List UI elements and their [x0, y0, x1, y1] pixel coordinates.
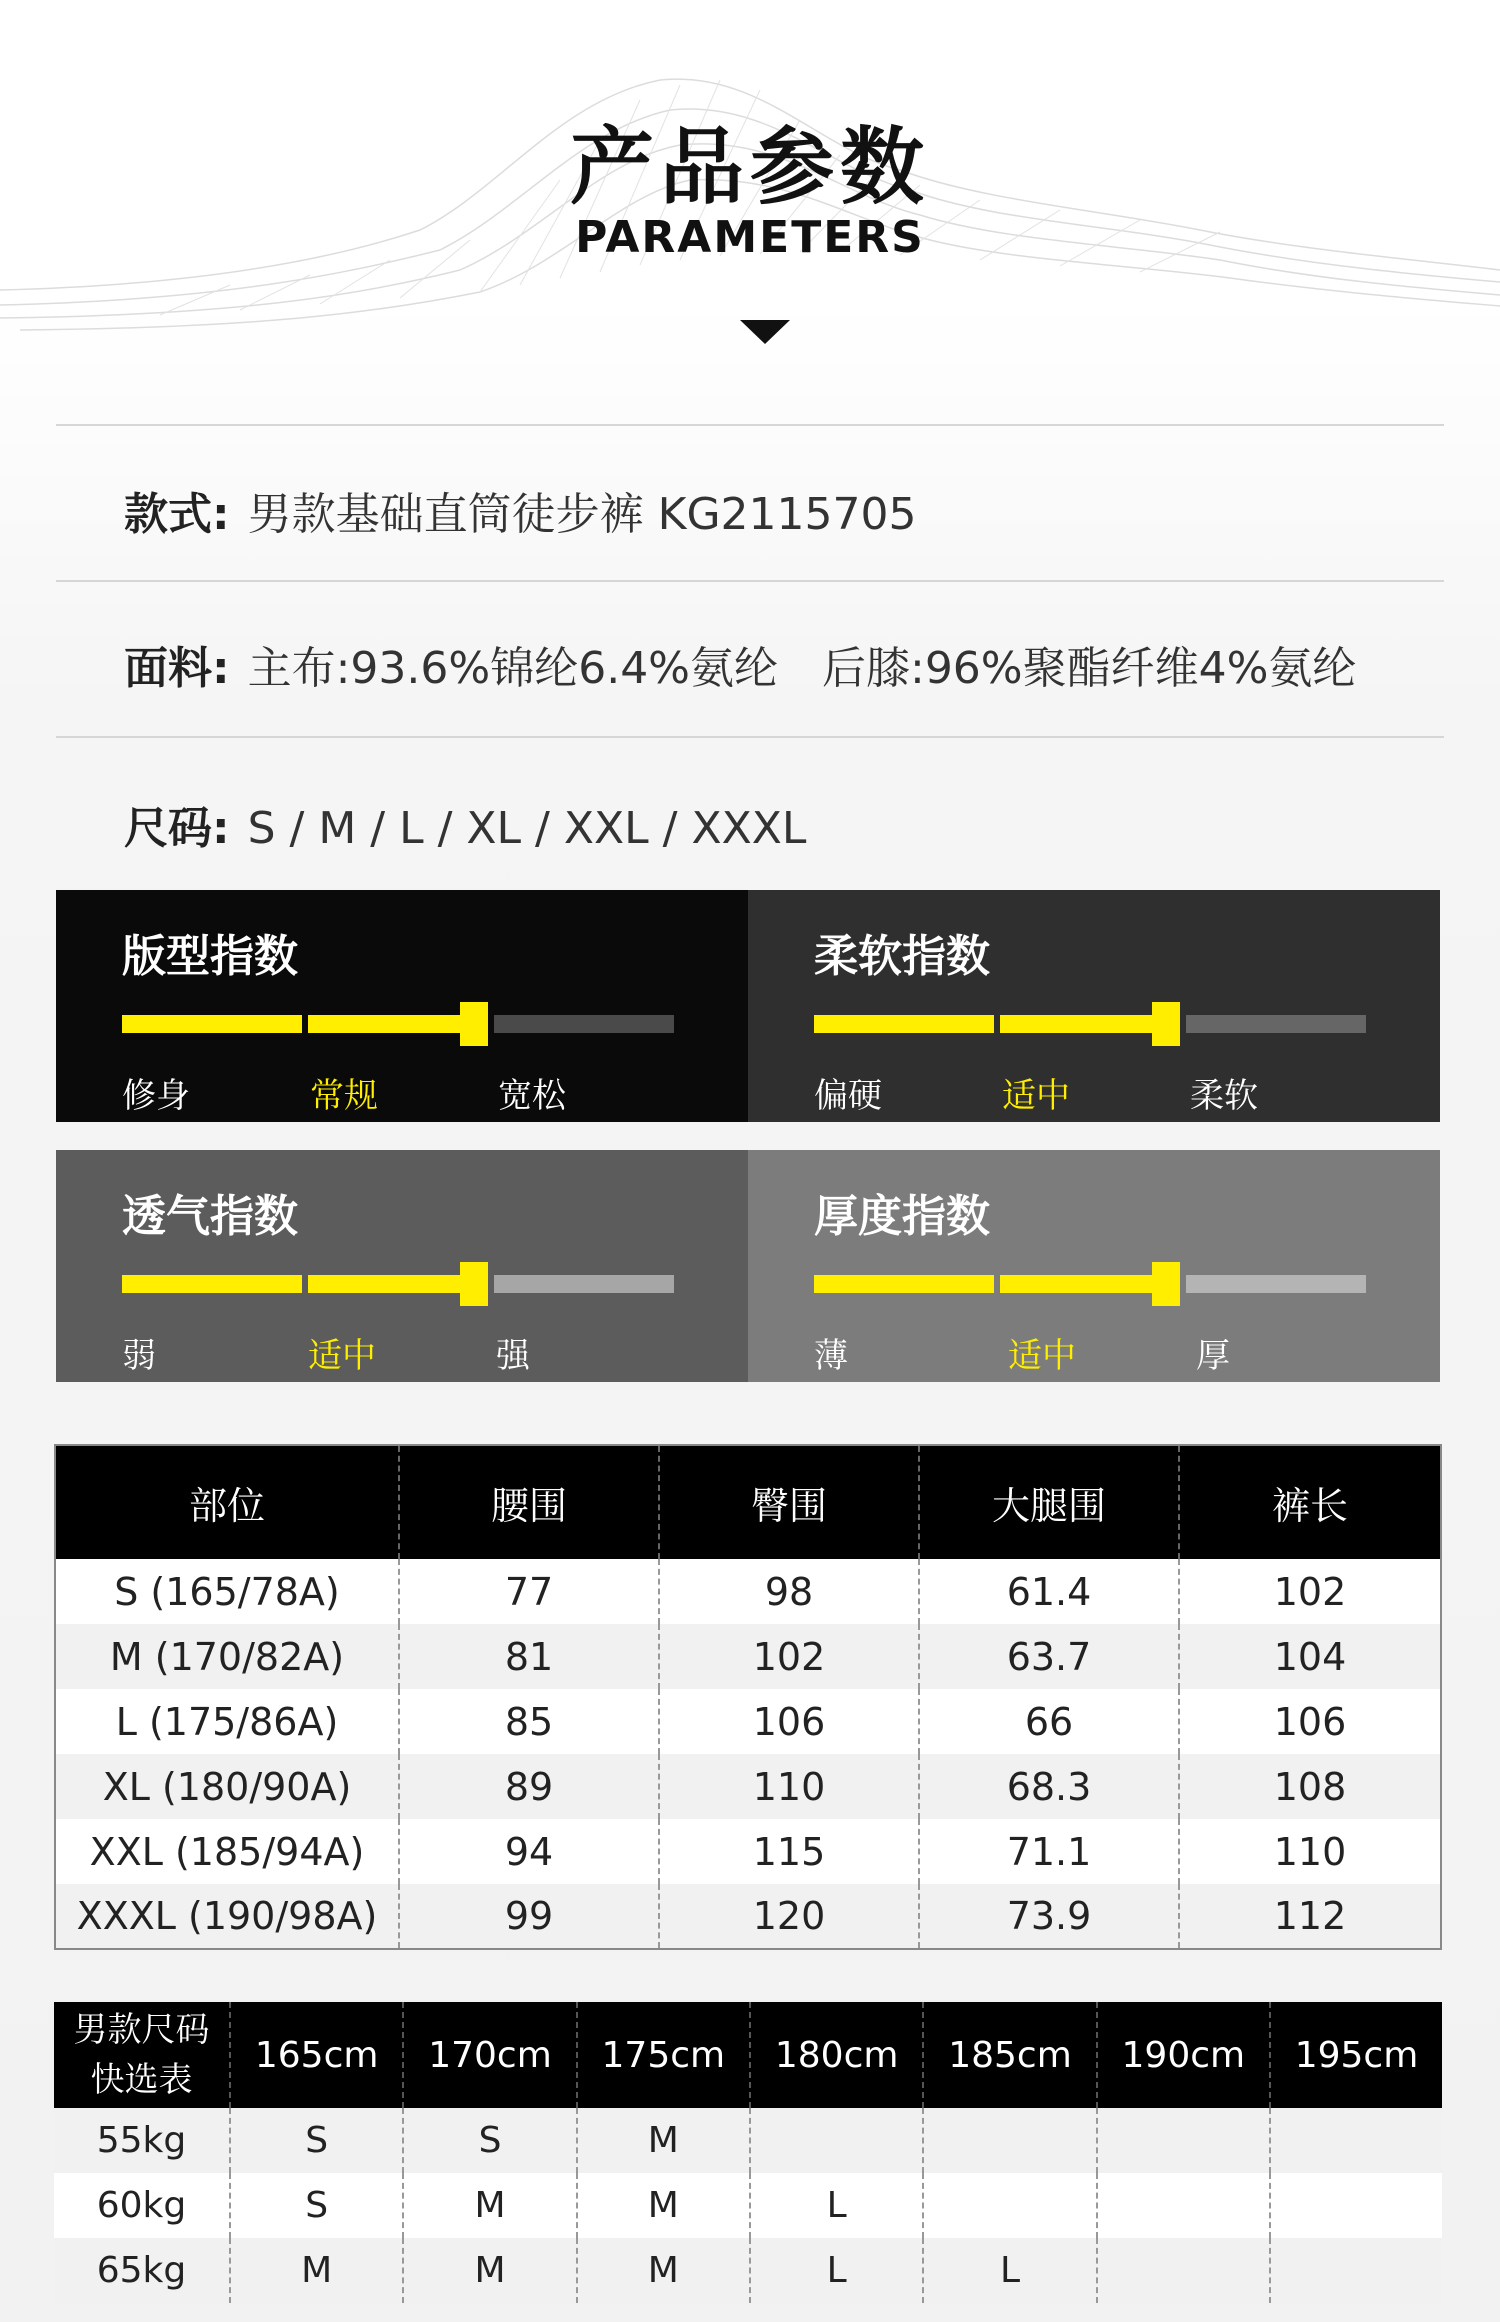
spec-style-key: 款式:	[124, 489, 230, 540]
spec-size-value: S / M / L / XL / XXL / XXXL	[247, 803, 807, 854]
index-label-mid: 适中	[308, 1336, 376, 1376]
column-header: 185cm	[923, 2002, 1096, 2108]
size-measurement-table	[54, 1444, 1442, 1950]
table-cell: 99	[399, 1884, 659, 1949]
breathability-index-title: 透气指数	[122, 1191, 298, 1242]
softness-index-panel	[748, 890, 1440, 1122]
column-header: 180cm	[750, 2002, 923, 2108]
spec-size-row	[124, 792, 806, 856]
divider	[56, 424, 1444, 426]
column-header: 170cm	[403, 2002, 576, 2108]
table-cell	[1270, 2108, 1442, 2173]
index-bar-segment	[814, 1015, 994, 1033]
table-cell: 94	[399, 1819, 659, 1884]
table-cell: 77	[399, 1559, 659, 1624]
thickness-index-title: 厚度指数	[814, 1191, 990, 1242]
index-bar-segment	[122, 1275, 302, 1293]
table-cell: 89	[399, 1754, 659, 1819]
triangle-down-icon	[740, 320, 790, 344]
index-label-low: 薄	[814, 1336, 848, 1376]
table-cell: 66	[919, 1689, 1179, 1754]
table-cell	[1270, 2238, 1442, 2303]
index-label-mid: 常规	[310, 1076, 378, 1116]
table-corner-header	[54, 2002, 230, 2108]
fit-index-panel	[56, 890, 748, 1122]
table-cell: S	[230, 2173, 403, 2238]
table-row	[54, 2108, 1442, 2173]
spec-fabric-value: 主布:93.6%锦纶6.4%氨纶 后膝:96%聚酯纤维4%氨纶	[247, 643, 1357, 694]
table-cell: 61.4	[919, 1559, 1179, 1624]
table-cell	[1270, 2173, 1442, 2238]
index-level-marker	[1152, 1002, 1180, 1046]
softness-index-title: 柔软指数	[814, 931, 990, 982]
table-cell: M	[577, 2108, 750, 2173]
index-bar-segment	[494, 1275, 674, 1293]
table-cell: 110	[1179, 1819, 1441, 1884]
index-label-high: 宽松	[498, 1076, 566, 1116]
table-cell: XL (180/90A)	[55, 1754, 399, 1819]
table-cell: 73.9	[919, 1884, 1179, 1949]
table-cell: 63.7	[919, 1624, 1179, 1689]
index-label-high: 厚	[1196, 1336, 1230, 1376]
quick-size-selector-table	[54, 2002, 1442, 2303]
index-bar-segment	[1186, 1275, 1366, 1293]
table-cell: S	[403, 2108, 576, 2173]
index-level-marker	[1152, 1262, 1180, 1306]
table-row	[55, 1689, 1441, 1754]
table-cell: XXXL (190/98A)	[55, 1884, 399, 1949]
parameters-header	[0, 0, 1500, 380]
table-cell: 98	[659, 1559, 919, 1624]
table-cell: 112	[1179, 1884, 1441, 1949]
table-cell	[1097, 2108, 1270, 2173]
table-cell: 68.3	[919, 1754, 1179, 1819]
column-header: 190cm	[1097, 2002, 1270, 2108]
table-header-row	[55, 1445, 1441, 1559]
index-label-low: 弱	[122, 1336, 156, 1376]
table-cell: 120	[659, 1884, 919, 1949]
table-cell: 81	[399, 1624, 659, 1689]
table-row	[54, 2238, 1442, 2303]
column-header: 175cm	[577, 2002, 750, 2108]
table-row	[55, 1624, 1441, 1689]
table-cell	[1097, 2173, 1270, 2238]
table-cell	[1097, 2238, 1270, 2303]
index-bar-segment	[122, 1015, 302, 1033]
index-label-low: 修身	[122, 1076, 190, 1116]
table-cell: 106	[1179, 1689, 1441, 1754]
table-cell: 106	[659, 1689, 919, 1754]
page-title-en: PARAMETERS	[575, 212, 925, 263]
table-cell: 55kg	[54, 2108, 230, 2173]
table-row	[54, 2173, 1442, 2238]
table-cell: 71.1	[919, 1819, 1179, 1884]
table-cell: M	[577, 2238, 750, 2303]
table-cell: 65kg	[54, 2238, 230, 2303]
divider	[56, 736, 1444, 738]
spec-fabric-row	[124, 632, 1356, 696]
index-label-mid: 适中	[1008, 1336, 1076, 1376]
table-cell: L (175/86A)	[55, 1689, 399, 1754]
index-bar-segment	[814, 1275, 994, 1293]
table-cell: 108	[1179, 1754, 1441, 1819]
table-cell: 85	[399, 1689, 659, 1754]
table-cell: M	[230, 2238, 403, 2303]
table-cell: L	[923, 2238, 1096, 2303]
table-cell: 104	[1179, 1624, 1441, 1689]
table-cell: L	[750, 2238, 923, 2303]
column-header: 165cm	[230, 2002, 403, 2108]
table-cell	[923, 2173, 1096, 2238]
index-label-high: 强	[496, 1336, 530, 1376]
index-level-marker	[460, 1262, 488, 1306]
index-bar-segment	[494, 1015, 674, 1033]
table-cell	[923, 2108, 1096, 2173]
divider	[56, 580, 1444, 582]
spec-style-value: 男款基础直筒徒步裤 KG2115705	[247, 489, 917, 540]
table-cell: S	[230, 2108, 403, 2173]
table-row	[55, 1559, 1441, 1624]
index-bar-segment	[1186, 1015, 1366, 1033]
table-cell	[750, 2108, 923, 2173]
index-level-marker	[460, 1002, 488, 1046]
column-header: 裤长	[1179, 1445, 1441, 1559]
thickness-index-panel	[748, 1150, 1440, 1382]
column-header: 腰围	[399, 1445, 659, 1559]
fit-index-title: 版型指数	[122, 931, 298, 982]
table-cell: M (170/82A)	[55, 1624, 399, 1689]
table-row	[55, 1819, 1441, 1884]
table-cell: 102	[1179, 1559, 1441, 1624]
corner-line-2: 快选表	[90, 2060, 193, 2100]
table-header-row	[54, 2002, 1442, 2108]
table-cell: 115	[659, 1819, 919, 1884]
spec-size-key: 尺码:	[124, 803, 230, 854]
table-row	[55, 1884, 1441, 1949]
table-cell: XXL (185/94A)	[55, 1819, 399, 1884]
table-cell: S (165/78A)	[55, 1559, 399, 1624]
index-label-high: 柔软	[1190, 1076, 1258, 1116]
spec-style-row	[124, 478, 917, 542]
table-cell: 102	[659, 1624, 919, 1689]
index-label-low: 偏硬	[814, 1076, 882, 1116]
page-title-cn: 产品参数	[569, 118, 930, 216]
column-header: 部位	[55, 1445, 399, 1559]
table-cell: L	[750, 2173, 923, 2238]
table-cell: M	[577, 2173, 750, 2238]
spec-fabric-key: 面料:	[124, 643, 230, 694]
table-cell: M	[403, 2238, 576, 2303]
table-cell: M	[403, 2173, 576, 2238]
column-header: 195cm	[1270, 2002, 1442, 2108]
table-row	[55, 1754, 1441, 1819]
breathability-index-panel	[56, 1150, 748, 1382]
table-cell: 60kg	[54, 2173, 230, 2238]
index-label-mid: 适中	[1002, 1076, 1070, 1116]
corner-line-1: 男款尺码	[73, 2010, 210, 2050]
table-cell: 110	[659, 1754, 919, 1819]
column-header: 大腿围	[919, 1445, 1179, 1559]
column-header: 臀围	[659, 1445, 919, 1559]
